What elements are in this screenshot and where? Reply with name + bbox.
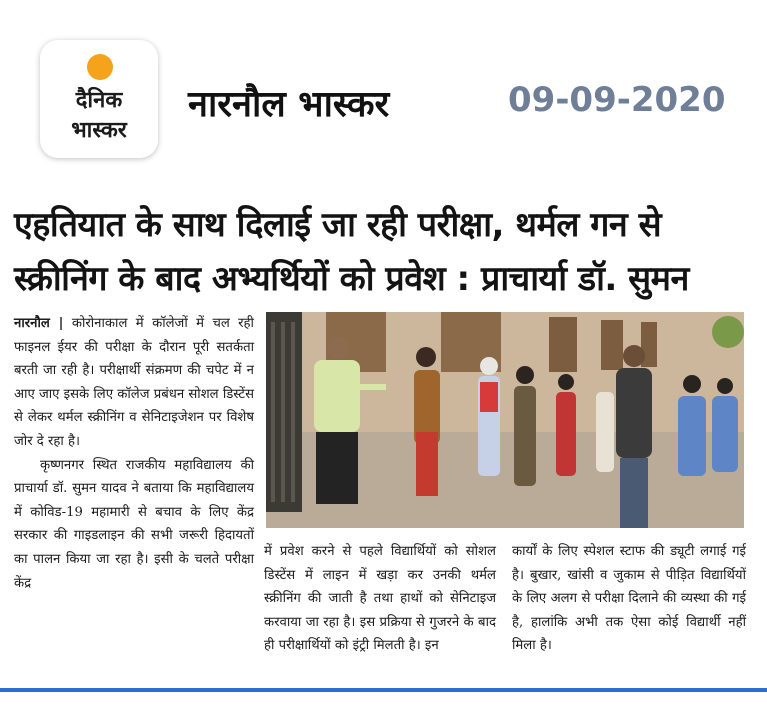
newspaper-logo bbox=[40, 40, 158, 158]
edition-date: 09-09-2020 bbox=[508, 80, 726, 120]
article-column-3 bbox=[512, 540, 746, 658]
logo-line1: दैनिक bbox=[75, 88, 123, 113]
news-photo bbox=[266, 312, 744, 528]
column-2-text: में प्रवेश करने से पहले विद्यार्थियों को सोशल डिस्टेंस में लाइन में खड़ा कर उनकी थर्मल स्क्रीनिंग की जाती है तथा हाथों को सेनिटाइज करवाया जा रहा है। इस प्रक्रिया से गुजरने के बाद ही परीक्षार्थियों को इंट्री मिलती है। इन bbox=[264, 544, 496, 654]
bottom-rule bbox=[0, 688, 767, 692]
photo-illustration bbox=[266, 312, 744, 528]
article-paragraph-2: कृष्णनगर स्थित राजकीय महाविद्यालय की प्राचार्या डॉ. सुमन यादव ने बताया कि महाविद्यालय में कोविड-19 महामारी से बचाव के लिए केंद्र सरकार की गाइडलाइन की सभी जरूरी हिदायतों का पालन किया जा रहा है। इसी के चलते परीक्षा केंद्र bbox=[14, 457, 254, 591]
headline-line2: स्क्रीनिंग के बाद अभ्यर्थियों को प्रवेश : प्राचार्या डॉ. सुमन bbox=[14, 259, 689, 299]
article-paragraph-1 bbox=[14, 312, 254, 454]
dateline: नारनौल | bbox=[14, 316, 64, 331]
edition-title: नारनौल भास्कर bbox=[188, 84, 390, 125]
sun-icon bbox=[87, 54, 113, 80]
article-column-1 bbox=[14, 312, 254, 595]
headline-line1: एहतियात के साथ दिलाई जा रही परीक्षा, थर्मल गन से bbox=[14, 205, 662, 245]
logo-line2: भास्कर bbox=[71, 118, 127, 143]
column-3-text: कार्यों के लिए स्पेशल स्टाफ की ड्यूटी लगाई गई है। बुखार, खांसी व जुकाम से पीड़ित विद्यार्थियों के लिए अलग से परीक्षा दिलाने की व्यस्था की गई है, हालांकि अभी तक ऐसा कोई विद्यार्थी नहीं मिला है। bbox=[512, 544, 746, 654]
paragraph-1-text: कोरोनाकाल में कॉलेजों में चल रही फाइनल ईयर की परीक्षा के दौरान पूरी सतर्कता बरती जा रही है। परीक्षार्थी संक्रमण की चपेट में न आए जाए इसके लिए कॉलेज प्रबंधन सोशल डिस्टेंस से लेकर थर्मल स्क्रीनिंग व सेनिटाइजेशन पर विशेष जोर दे रहा है। bbox=[14, 316, 254, 449]
article-column-2 bbox=[264, 540, 496, 658]
